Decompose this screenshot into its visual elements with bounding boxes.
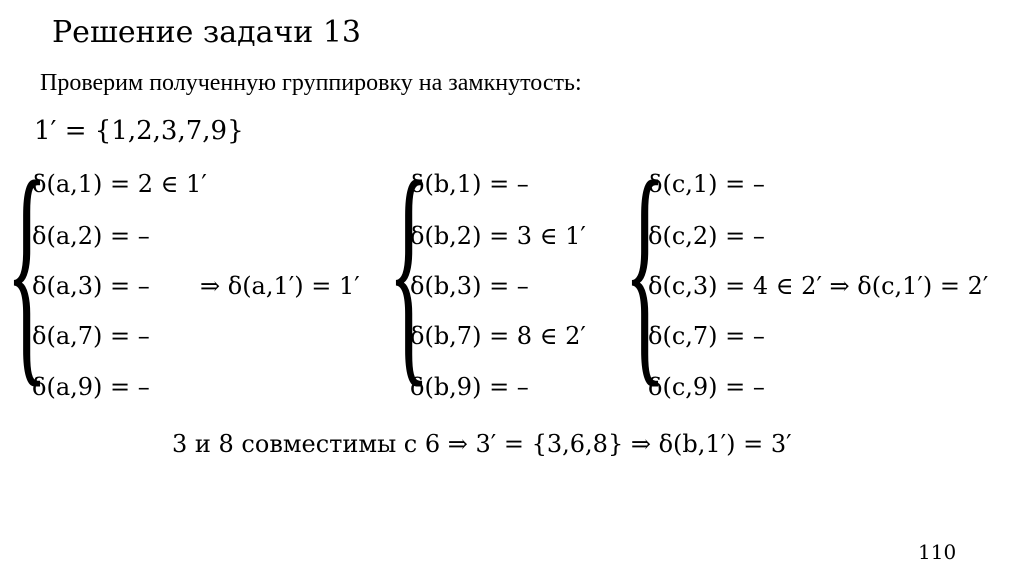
slide-title: Решение задачи 13 (52, 15, 362, 50)
equation-row: δ(c,7) = – (648, 322, 765, 350)
equation-row: δ(a,3) = – (32, 272, 150, 300)
page-number: 110 (918, 540, 957, 564)
equation-row: δ(b,3) = – (410, 272, 529, 300)
equation-row: δ(b,2) = 3 ∈ 1′ (410, 222, 586, 250)
equation-row: δ(b,7) = 8 ∈ 2′ (410, 322, 586, 350)
equation-row: δ(c,9) = – (648, 373, 765, 401)
equation-row: δ(b,1) = – (410, 170, 529, 198)
equation-row: δ(a,7) = – (32, 322, 150, 350)
equation-row: δ(c,1) = – (648, 170, 765, 198)
system-a-result: ⇒ δ(a,1′) = 1′ (200, 272, 360, 300)
equation-row: δ(c,2) = – (648, 222, 765, 250)
equation-row: δ(a,9) = – (32, 373, 150, 401)
intro-text: Проверим полученную группировку на замкнутость: (40, 70, 582, 96)
group-definition: 1′ = {1,2,3,7,9} (34, 116, 244, 146)
left-brace-c: { (624, 131, 666, 408)
equation-row: δ(a,1) = 2 ∈ 1′ (32, 170, 207, 198)
left-brace-a: { (6, 131, 48, 408)
left-brace-b: { (388, 131, 430, 408)
conclusion-text: 3 и 8 совместимы с 6 ⇒ 3′ = {3,6,8} ⇒ δ(b,1′) = 3′ (172, 430, 792, 458)
equation-row: δ(c,3) = 4 ∈ 2′ ⇒ δ(c,1′) = 2′ (648, 272, 989, 300)
equation-row: δ(a,2) = – (32, 222, 150, 250)
equation-row: δ(b,9) = – (410, 373, 529, 401)
